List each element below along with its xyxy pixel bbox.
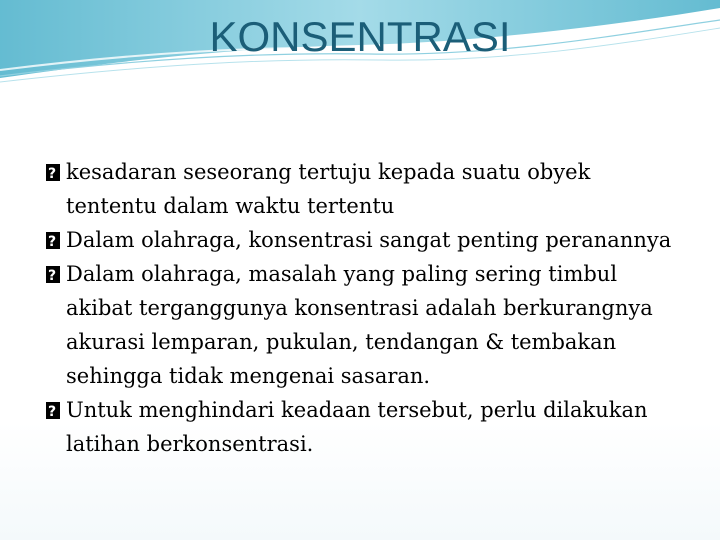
missing-glyph-icon xyxy=(46,164,60,181)
missing-glyph-icon xyxy=(46,232,60,249)
missing-glyph-icon xyxy=(46,266,60,283)
missing-glyph-icon xyxy=(46,402,60,419)
bullet-text: Untuk menghindari keadaan tersebut, perlu dilakukan latihan berkonsentrasi. xyxy=(66,398,648,456)
bullet-item xyxy=(46,393,686,461)
slide-title: KONSENTRASI xyxy=(209,13,511,60)
bullet-item xyxy=(46,223,686,257)
bullet-item xyxy=(46,257,686,393)
bullet-list xyxy=(46,155,686,461)
bullet-text: kesadaran seseorang tertuju kepada suatu obyek tententu dalam waktu tertentu xyxy=(66,160,591,218)
bullet-item xyxy=(46,155,686,223)
bullet-text: Dalam olahraga, konsentrasi sangat penting peranannya xyxy=(66,228,672,252)
bullet-text: Dalam olahraga, masalah yang paling sering timbul akibat terganggunya konsentrasi adalah berkurangnya akurasi lemparan, pukulan, tendangan & tembakan sehingga tidak mengenai sasaran. xyxy=(66,262,653,388)
